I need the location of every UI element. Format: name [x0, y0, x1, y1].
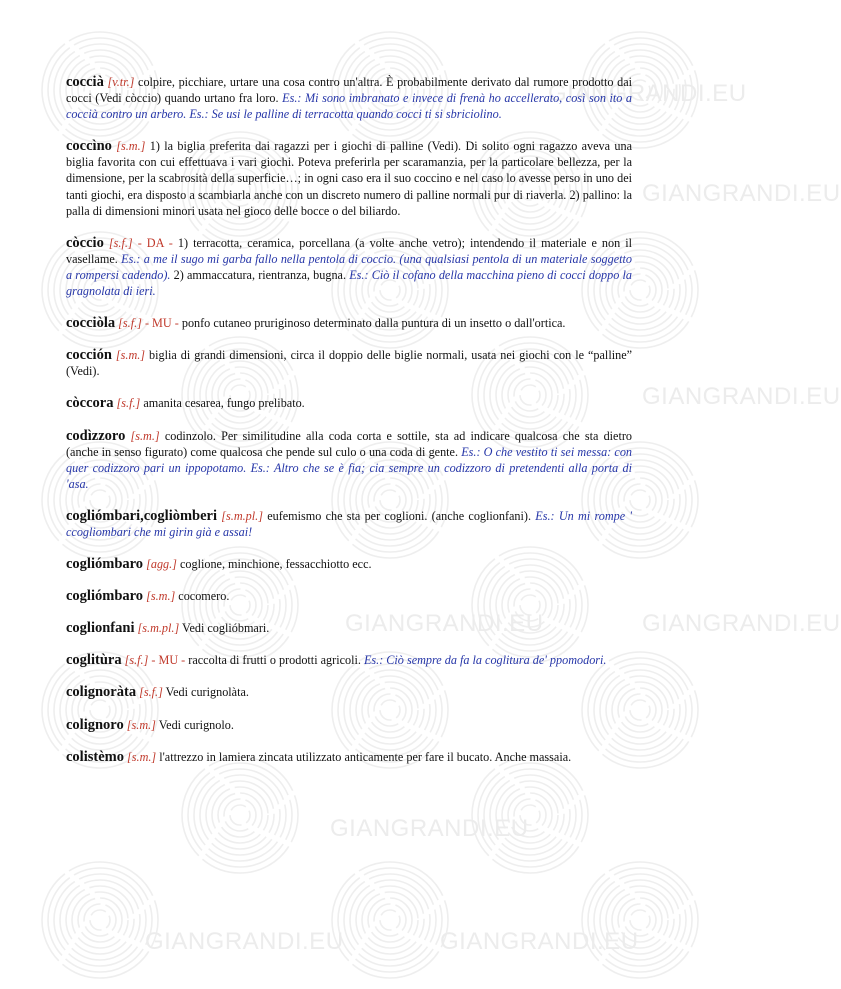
definition: raccolta di frutti o prodotti agricoli. [188, 653, 361, 668]
grammar-tag: [s.m.] [115, 348, 146, 363]
watermark-text: GIANGRANDI.EU [345, 610, 544, 637]
grammar-tag: [s.m.] [116, 139, 146, 154]
definition: codinzolo. Per similitudine alla coda corta e sottile, sta ad indicare qualcosa che sta dietro (anche in senso figurato) come qualcosa che pende sul culo o una coda di gente. [66, 428, 633, 459]
headword: còccio [66, 234, 104, 251]
grammar-tag: [s.f.] [116, 396, 141, 411]
headword: coglitùra [66, 652, 122, 669]
grammar-tag: [s.m.] [130, 428, 160, 443]
origin-tag: - DA - [137, 235, 173, 250]
definition: 1) terracotta, ceramica, porcellana (a volte anche vetro); intendendo il materiale e non il vasellame. [66, 235, 633, 266]
grammar-tag: [s.f.] [118, 316, 142, 331]
grammar-tag: [s.m.pl.] [221, 508, 263, 523]
headword: codìzzoro [66, 427, 126, 444]
headword: cocciòla [66, 315, 116, 332]
entry-colignorata [66, 684, 632, 700]
entry-coccia [66, 74, 632, 122]
watermark-text: GIANGRANDI.EU [642, 610, 841, 637]
example: Es.: O che vestito ti sei messa: con quer codizzoro pari un ippopotamo. Es.: Altro che se è fia; cia sempre un codizzoro di pretendenti alla porta di 'asa. [66, 444, 633, 491]
example: Es.: Un mi rompe ' ccogliombari che mi girin già e assai! [66, 508, 632, 539]
headword: cogliómbari,cogliòmberi [66, 507, 218, 524]
headword: cogliómbaro [66, 588, 144, 605]
grammar-tag: [s.m.] [126, 717, 156, 732]
headword: coglionfani [66, 620, 135, 637]
entry-coccino [66, 138, 632, 218]
watermark-text: GIANGRANDI.EU [440, 928, 639, 955]
entry-cogliombaro-agg [66, 556, 632, 572]
grammar-tag: [agg.] [146, 557, 177, 572]
headword: coccià [66, 74, 104, 90]
headword: cocción [66, 347, 112, 364]
watermark-text: GIANGRANDI.EU [145, 928, 344, 955]
entry-colignoro [66, 717, 632, 733]
watermark-text: GIANGRANDI.EU [548, 80, 747, 107]
headword: colignoràta [66, 684, 137, 701]
entry-coccora [66, 395, 632, 411]
grammar-tag: [s.m.] [127, 749, 157, 764]
entry-colistemo [66, 749, 632, 765]
grammar-tag: [s.m.] [146, 589, 176, 604]
grammar-tag: [s.m.pl.] [137, 621, 180, 636]
grammar-tag: [s.f.] [124, 653, 149, 668]
entry-coglionfani [66, 620, 632, 636]
watermark-text: GIANGRANDI.EU [642, 180, 841, 207]
entry-codizzoro [66, 428, 632, 492]
grammar-tag: [v.tr.] [107, 75, 135, 89]
definition: amanita cesarea, fungo prelibato. [143, 396, 305, 411]
entry-cocciola [66, 315, 632, 331]
headword: colistèmo [66, 748, 124, 765]
definition: ponfo cutaneo pruriginoso determinato dalla puntura di un insetto o dall'ortica. [181, 316, 566, 331]
entry-coccion [66, 347, 632, 379]
entry-coccio [66, 235, 632, 299]
example: Es.: Ciò sempre da fa la coglitura de' ppomodori. [363, 653, 607, 668]
grammar-tag: [s.f.] [139, 685, 163, 700]
definition: eufemismo che sta per coglioni. (anche coglionfani). [267, 508, 532, 523]
dictionary-page [66, 74, 632, 781]
entry-cogliombaro-sm [66, 588, 632, 604]
watermark-text: GIANGRANDI.EU [330, 815, 529, 842]
headword: còccora [66, 395, 114, 412]
definition: l'attrezzo in lamiera zincata utilizzato anticamente per fare il bucato. Anche massaia. [159, 749, 572, 764]
example: Es.: Mi sono imbranato e invece di frenà ho accellerato, così son ito a coccià contro un arbero. Es.: Se usi le palline di terracotta quando cocci ti si sbriciolino. [66, 91, 633, 122]
origin-tag: - MU - [151, 653, 186, 668]
headword: cogliómbaro [66, 556, 144, 573]
origin-tag: - MU - [144, 316, 179, 331]
entry-coglitura [66, 652, 632, 668]
headword: coccìno [66, 138, 112, 155]
definition: colpire, picchiare, urtare una cosa contro un'altra. È probabilmente derivato dal rumore prodotto dai cocci (Vedi còccio) quando urtano fra loro. [66, 75, 633, 106]
definition-2: 2) ammaccatura, rientranza, bugna. [173, 267, 346, 282]
definition: 1) la biglia preferita dai ragazzi per i giochi di palline (Vedi). Di solito ogni ragazzo aveva una biglia favorita con cui effettuava i vari giochi. Poteva preferirla per scaramanzia, per la particolare bellezza, per la dimensione, per la scabrosità della superficie…; in ogni caso era il suo coccino e nel caso lo avesse perso in uno dei tanti giochi, era disposto a scambiarla anche con un discreto numero di palline normali pur di riaverla. 2) pallino: la palla di dimensioni minori usata nel gioco delle bocce o del biliardo. [66, 139, 632, 218]
definition: Vedi curignolàta. [165, 685, 249, 700]
definition: biglia di grandi dimensioni, circa il doppio delle biglie normali, usata nei giochi con le “palline” (Vedi). [66, 348, 633, 379]
example-2: Es.: Ciò il cofano della macchina pieno di cocci doppo la gragnolata di ieri. [66, 267, 632, 299]
watermark-text: GIANGRANDI.EU [642, 383, 841, 410]
definition: Vedi coglióbmari. [182, 621, 270, 636]
entry-cogliombari [66, 508, 632, 540]
headword: colignoro [66, 716, 124, 733]
definition: cocomero. [178, 589, 230, 604]
grammar-tag: [s.f.] [108, 235, 133, 250]
definition: Vedi curignolo. [158, 717, 234, 732]
definition: coglione, minchione, fessacchiotto ecc. [179, 557, 372, 572]
example: Es.: a me il sugo mi garba fallo nella pentola di coccio. (una qualsiasi pentola di un materiale soggetto a rompersi cadendo). [66, 251, 633, 282]
